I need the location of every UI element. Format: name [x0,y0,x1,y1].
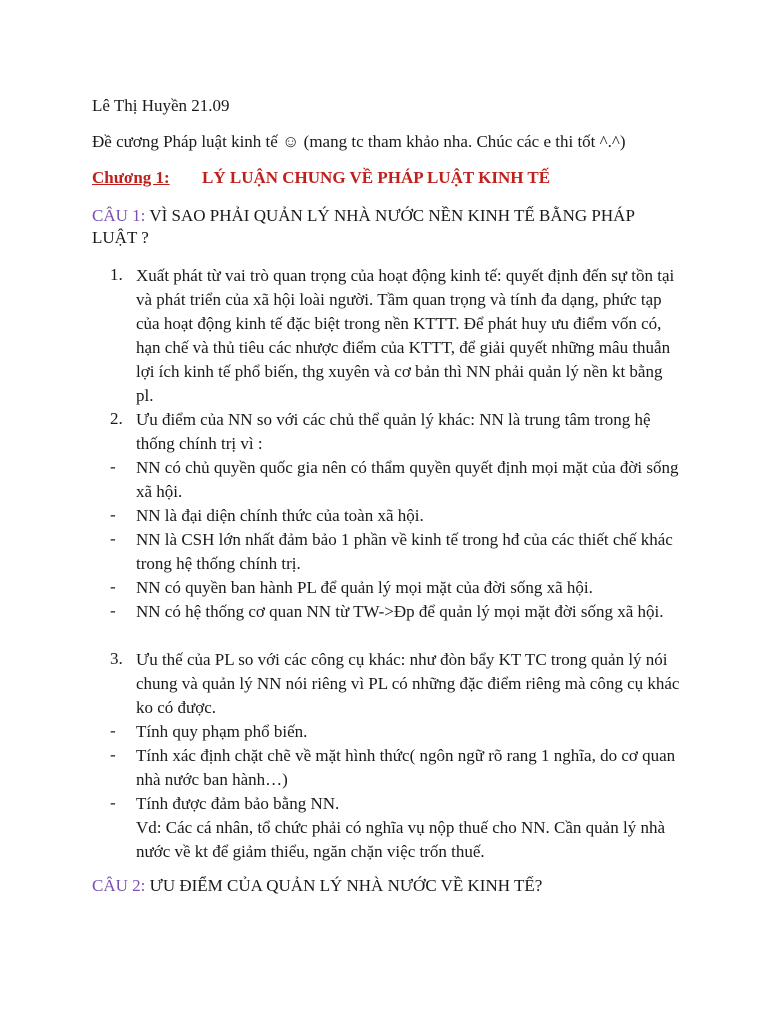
list-marker: - [110,457,116,476]
document-subtitle: Đề cương Pháp luật kinh tế ☺ (mang tc tham khảo nha. Chúc các e thi tốt ^.^) [92,132,626,151]
question-1-heading [92,205,672,249]
question-2-text: ƯU ĐIỂM CỦA QUẢN LÝ NHÀ NƯỚC VỀ KINH TẾ? [149,876,543,895]
chapter-title: LÝ LUẬN CHUNG VỀ PHÁP LUẬT KINH TẾ [202,168,551,187]
chapter-label: Chương 1: [92,168,170,187]
question-1-label: CÂU 1: [92,206,146,225]
list-item-text: Ưu thế của PL so với các công cụ khác: như đòn bẩy KT TC trong quản lý nói chung và quản lý NN nói riêng vì PL có những đặc điểm riêng mà công cụ khác ko có được. [136,650,680,717]
list-item-text: NN là CSH lớn nhất đảm bảo 1 phần về kinh tế trong hđ của các thiết chế khác trong hệ thống chính trị. [136,530,673,573]
list-item-text: Tính quy phạm phổ biến. [136,722,308,741]
list-item-text: NN có chủ quyền quốc gia nên có thẩm quyền quyết định mọi mặt của đời sống xã hội. [136,458,679,501]
list-marker: - [110,745,116,764]
list-item-text: NN có hệ thống cơ quan NN từ TW->Đp để quản lý mọi mặt đời sống xã hội. [136,602,664,621]
list-marker: - [110,721,116,740]
list-marker: - [110,529,116,548]
list-marker: - [110,577,116,596]
author-line: Lê Thị Huyền 21.09 [92,96,230,115]
list-item-text: Ưu điểm của NN so với các chủ thể quản lý khác: NN là trung tâm trong hệ thống chính trị vì : [136,410,651,453]
question-2-heading [92,875,542,897]
question-2-label: CÂU 2: [92,876,146,895]
list-marker: 3. [110,649,123,668]
list-marker: 2. [110,409,123,428]
question-1-text: VÌ SAO PHẢI QUẢN LÝ NHÀ NƯỚC NỀN KINH TẾ BẰNG PHÁP LUẬT ? [92,206,635,247]
list-marker: - [110,505,116,524]
list-item-text: Vd: Các cá nhân, tổ chức phải có nghĩa vụ nộp thuế cho NN. Cần quản lý nhà nước về kt để giảm thiểu, ngăn chặn việc trốn thuế. [136,818,665,861]
list-marker: - [110,793,116,812]
list-item-text: NN là đại diện chính thức của toàn xã hội. [136,506,424,525]
list-item-text: Tính xác định chặt chẽ về mặt hình thức( ngôn ngữ rõ rang 1 nghĩa, do cơ quan nhà nước ban hành…) [136,746,676,789]
list-marker: - [110,601,116,620]
list-item-text: NN có quyền ban hành PL để quản lý mọi mặt của đời sống xã hội. [136,578,593,597]
list-item-text: Tính được đảm bảo bằng NN. [136,794,340,813]
list-item-text: Xuất phát từ vai trò quan trọng của hoạt động kinh tế: quyết định đến sự tồn tại và phát triển của xã hội loài người. Tầm quan trọng và tính đa dạng, phức tạp của hoạt động kinh tế đặc biệt trong nền KTTT. Để phát huy ưu điểm vốn có, hạn chế và thủ tiêu các nhược điểm của KTTT, để giải quyết những mâu thuẫn lợi ích kinh tế phổ biến, thg xuyên và cơ bản thì NN phải quản lý nền kt bằng pl. [136,266,675,405]
chapter-heading [92,167,551,189]
list-marker: 1. [110,265,123,284]
